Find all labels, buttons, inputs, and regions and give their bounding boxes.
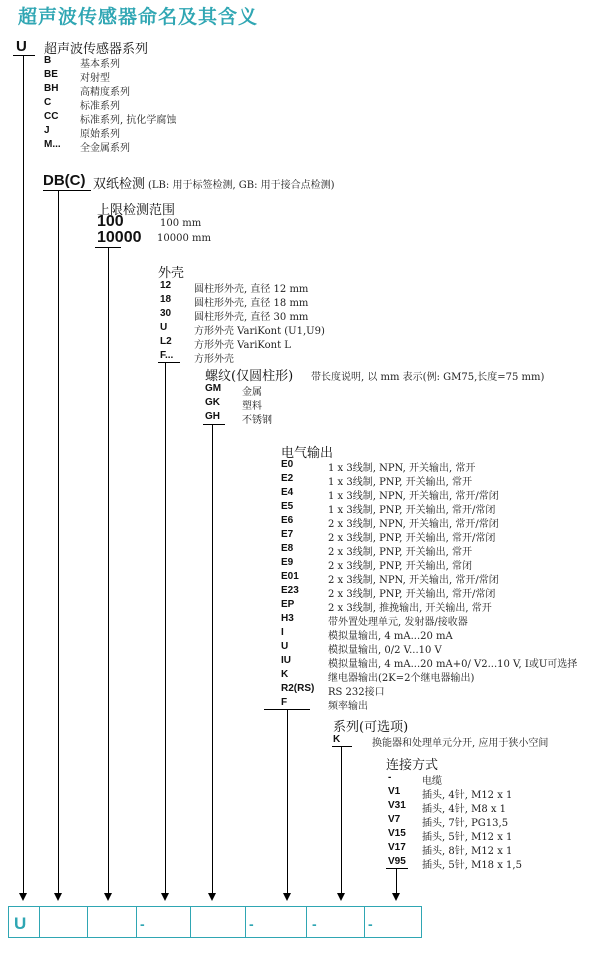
range-item-code: 100 — [97, 213, 124, 230]
output-item-code: E9 — [281, 557, 294, 568]
series-item-code: BE — [44, 69, 58, 80]
output-item-desc: 2 x 3线制, PNP, 开关输出, 常开/常闭 — [328, 533, 496, 544]
output-item-desc: 模拟量输出, 4 mA...20 mA — [328, 631, 453, 642]
connection-item-desc: 插头, 4针, M8 x 1 — [422, 804, 507, 815]
connector-line — [165, 362, 166, 894]
code-box — [245, 906, 307, 938]
housing-item-desc: 方形外壳 VariKont (U1,U9) — [194, 326, 325, 337]
output-item-code: E7 — [281, 529, 294, 540]
thread-label: 螺纹(仅圆柱形) — [205, 369, 294, 384]
range-item-desc: 100 mm — [160, 218, 202, 229]
series-item-code: M... — [44, 139, 61, 150]
connector-line — [212, 424, 213, 894]
output-item-code: I — [281, 627, 284, 638]
option-label: 系列(可选项) — [333, 720, 409, 735]
housing-item-code: 30 — [160, 308, 172, 319]
connection-item-code: V31 — [388, 800, 406, 811]
code-box — [190, 906, 246, 938]
series-item-desc: 基本系列 — [80, 59, 120, 70]
option-item-code: K — [333, 734, 341, 745]
connection-item-desc: 插头, 5针, M18 x 1,5 — [422, 860, 522, 871]
output-item-code: H3 — [281, 613, 294, 624]
housing-item-code: 18 — [160, 294, 172, 305]
output-item-desc: 继电器输出(2K=2个继电器输出) — [328, 673, 475, 684]
output-item-code: E0 — [281, 459, 294, 470]
arrow-down-icon — [283, 893, 291, 901]
arrow-down-icon — [54, 893, 62, 901]
housing-item-desc: 圆柱形外壳, 直径 12 mm — [194, 284, 309, 295]
connector-line — [108, 247, 109, 894]
output-item-code: E6 — [281, 515, 294, 526]
connector-line — [396, 868, 397, 894]
output-item-desc: 频率输出 — [328, 701, 368, 712]
series-item-code: J — [44, 125, 50, 136]
thread-item-code: GH — [205, 411, 220, 422]
code-separator: - — [140, 916, 145, 932]
connector-underline — [203, 424, 225, 425]
output-item-code: IU — [281, 655, 291, 666]
housing-item-desc: 圆柱形外壳, 直径 30 mm — [194, 312, 309, 323]
arrow-down-icon — [161, 893, 169, 901]
housing-item-code: U — [160, 322, 168, 333]
thread-item-code: GM — [205, 383, 222, 394]
output-item-code: E5 — [281, 501, 294, 512]
connection-item-code: V7 — [388, 814, 401, 825]
connector-underline — [43, 190, 91, 191]
connection-item-code: - — [388, 772, 392, 783]
output-item-desc: 1 x 3线制, NPN, 开关输出, 常开 — [328, 463, 476, 474]
series-code: U — [16, 38, 27, 55]
output-item-desc: 2 x 3线制, NPN, 开关输出, 常开/常闭 — [328, 519, 499, 530]
thread-item-desc: 金属 — [242, 387, 262, 398]
output-item-code: K — [281, 669, 289, 680]
housing-item-code: F... — [160, 350, 174, 361]
connector-line — [23, 55, 24, 894]
housing-item-desc: 方形外壳 — [194, 354, 234, 365]
range-item-desc: 10000 mm — [157, 233, 211, 244]
output-item-code: E2 — [281, 473, 294, 484]
code-box-u: U — [14, 914, 27, 933]
series-item-desc: 全金属系列 — [80, 143, 130, 154]
housing-item-desc: 圆柱形外壳, 直径 18 mm — [194, 298, 309, 309]
arrow-down-icon — [104, 893, 112, 901]
code-separator: - — [312, 916, 317, 932]
housing-item-code: L2 — [160, 336, 172, 347]
thread-note: 带长度说明, 以 mm 表示(例: GM75,长度=75 mm) — [311, 372, 545, 383]
connector-underline — [332, 746, 352, 747]
connection-item-desc: 插头, 8针, M12 x 1 — [422, 846, 513, 857]
arrow-down-icon — [337, 893, 345, 901]
output-item-desc: 2 x 3线制, 推挽输出, 开关输出, 常开 — [328, 603, 492, 614]
connection-label: 连接方式 — [386, 758, 439, 773]
output-item-desc: 2 x 3线制, NPN, 开关输出, 常开/常闭 — [328, 575, 499, 586]
output-item-desc: 带外置处理单元, 发射器/接收器 — [328, 617, 468, 628]
connection-item-desc: 插头, 5针, M12 x 1 — [422, 832, 513, 843]
output-item-code: U — [281, 641, 289, 652]
connection-item-desc: 插头, 4针, M12 x 1 — [422, 790, 513, 801]
connection-item-code: V1 — [388, 786, 401, 797]
series-item-desc: 标准系列, 抗化学腐蚀 — [80, 115, 177, 126]
output-item-code: E01 — [281, 571, 299, 582]
series-item-desc: 标准系列 — [80, 101, 120, 112]
output-item-code: EP — [281, 599, 295, 610]
output-item-desc: 模拟量输出, 0/2 V...10 V — [328, 645, 442, 656]
arrow-down-icon — [392, 893, 400, 901]
connection-item-code: V17 — [388, 842, 406, 853]
connection-item-code: V95 — [388, 856, 406, 867]
output-item-desc: 2 x 3线制, PNP, 开关输出, 常开/常闭 — [328, 589, 496, 600]
double-sheet-note: (LB: 用于标签检测, GB: 用于接合点检测) — [148, 180, 335, 191]
series-item-code: C — [44, 97, 52, 108]
thread-item-desc: 塑料 — [242, 401, 262, 412]
connection-item-desc: 电缆 — [422, 776, 442, 787]
option-item-desc: 换能器和处理单元分开, 应用于狭小空间 — [372, 738, 549, 749]
output-item-desc: 2 x 3线制, PNP, 开关输出, 常开 — [328, 547, 472, 558]
connection-item-code: V15 — [388, 828, 406, 839]
output-item-code: E4 — [281, 487, 294, 498]
series-item-code: B — [44, 55, 52, 66]
double-sheet-label: 双纸检测 — [93, 177, 146, 192]
thread-item-code: GK — [205, 397, 220, 408]
connector-underline — [13, 55, 35, 56]
arrow-down-icon — [19, 893, 27, 901]
series-item-code: CC — [44, 111, 59, 122]
output-item-code: E23 — [281, 585, 299, 596]
housing-item-desc: 方形外壳 VariKont L — [194, 340, 291, 351]
output-label: 电气输出 — [281, 446, 334, 461]
series-label: 超声波传感器系列 — [44, 42, 149, 57]
page-title: 超声波传感器命名及其含义 — [18, 6, 259, 28]
code-separator: - — [249, 916, 254, 932]
output-item-desc: 1 x 3线制, PNP, 开关输出, 常开 — [328, 477, 472, 488]
housing-label: 外壳 — [158, 266, 185, 281]
output-item-desc: 2 x 3线制, PNP, 开关输出, 常闭 — [328, 561, 472, 572]
connector-line — [341, 746, 342, 894]
connector-underline — [386, 868, 408, 869]
connection-item-desc: 插头, 7针, PG13,5 — [422, 818, 509, 829]
double-sheet-code: DB(C) — [43, 172, 86, 189]
output-item-desc: RS 232接口 — [328, 687, 385, 698]
housing-item-code: 12 — [160, 280, 172, 291]
output-item-desc: 模拟量输出, 4 mA...20 mA+0/ V2...10 V, I或U可选择 — [328, 659, 578, 670]
series-item-code: BH — [44, 83, 59, 94]
output-item-code: E8 — [281, 543, 294, 554]
output-item-code: F — [281, 697, 288, 708]
range-item-code: 10000 — [97, 229, 142, 246]
series-item-desc: 对射型 — [80, 73, 110, 84]
arrow-down-icon — [208, 893, 216, 901]
connector-underline — [158, 362, 180, 363]
series-item-desc: 高精度系列 — [80, 87, 130, 98]
code-separator: - — [368, 916, 373, 932]
series-item-desc: 原始系列 — [80, 129, 120, 140]
range-label: 上限检测范围 — [97, 203, 176, 218]
thread-item-desc: 不锈钢 — [242, 415, 272, 426]
connector-line — [287, 709, 288, 894]
output-item-desc: 1 x 3线制, NPN, 开关输出, 常开/常闭 — [328, 491, 499, 502]
connector-line — [58, 190, 59, 894]
code-box — [39, 906, 88, 938]
output-item-code: R2(RS) — [281, 683, 315, 694]
output-item-desc: 1 x 3线制, PNP, 开关输出, 常开/常闭 — [328, 505, 496, 516]
code-box — [87, 906, 137, 938]
